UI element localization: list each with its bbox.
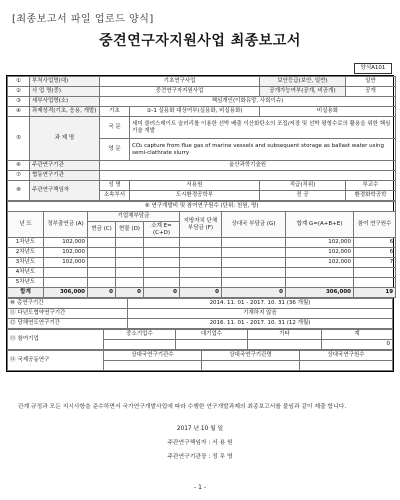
disclosure-value: 공개 [346, 87, 396, 97]
participants-sum-value: 0 [322, 340, 393, 350]
budget-row: 5차년도 [8, 278, 396, 288]
cash-header: 현금 (C) [88, 222, 116, 238]
row-marker: ⑧ [8, 181, 30, 201]
name-label: 성 명 [100, 181, 130, 191]
signature-pi: 주관연구책임자 : 서 용 원 [167, 440, 233, 446]
row-marker: ⑤ [8, 117, 30, 161]
row-marker: ① [8, 77, 30, 87]
staff-header: 참여 연구원수 [354, 212, 396, 238]
gov-header: 정부출연금 (A) [44, 212, 88, 238]
intl-count-value [104, 361, 202, 371]
budget-total-row: 합계 306,000 0 0 0 0 0 306,000 19 [8, 288, 396, 298]
year-header: 년 도 [8, 212, 44, 238]
row-marker: ④ [8, 107, 30, 117]
large-label: 대기업수 [176, 330, 248, 340]
subprogram-value: 핵심개인(이화유망, 사회이슈) [100, 97, 396, 107]
intl-label: ⑭ 국제공동연구 [8, 351, 104, 371]
security-label: 보안등급(보안, 일반) [260, 77, 346, 87]
pi-label: 주관연구책임자 [30, 181, 100, 201]
etc-value [248, 340, 322, 350]
sign-date: 2017 년 10 월 일 [176, 426, 224, 432]
budget-table [7, 201, 396, 298]
intl-count-label: 상대국연구기관수 [104, 351, 202, 361]
major-value: 환경화학공학 [346, 191, 396, 201]
coop-org-value [100, 171, 396, 181]
intl-name-value [202, 361, 300, 371]
private-header: 기업체부담금 [88, 212, 180, 222]
tasktype-label: 과제성격(기초, 응용, 개발) [30, 107, 100, 117]
participants-label: ⑬ 참여기업 [8, 330, 104, 350]
tasktype-value: 기초 [100, 107, 130, 117]
budget-row: 3차년도 102,000 102,000 7 [8, 258, 396, 268]
year-period-label: ⑫ 당해연도연구기간 [8, 319, 128, 329]
stage-period-value: 기재하지 않음 [128, 309, 393, 319]
intl-table [7, 350, 393, 371]
budget-row: 1차년도 102,000 102,000 6 [8, 238, 396, 248]
upload-form-note: [최종보고서 파일 업로드 양식] [12, 14, 154, 25]
etc-label: 기타 [248, 330, 322, 340]
budget-section-title: ⑨ 연구개발비 및 참여연구원수 (단위: 천원, 명) [8, 202, 396, 212]
participants-table [7, 329, 393, 350]
sme-label: 중소기업수 [104, 330, 176, 340]
project-info-table [7, 76, 396, 201]
subprogram-label: 세부사업명(소) [30, 97, 100, 107]
program-value: 중견연구자지원사업 [100, 87, 260, 97]
signature-head: 주관연구기관장 : 정 무 영 [167, 454, 233, 460]
intl-staff-label: 상대국연구원수 [300, 351, 393, 361]
report-form [6, 75, 394, 372]
position-value: 부교수 [346, 181, 396, 191]
other-header: 상대국 부담금 (G) [222, 212, 286, 238]
dept-label: 부처사업명(대) [30, 77, 100, 87]
budget-row: 2차년도 102,000 102,000 6 [8, 248, 396, 258]
year-period-value: 2016. 11. 01 - 2017. 10. 31 (12 개월) [128, 319, 393, 329]
disclosure-label: 공개가능여부(공개, 비공개) [260, 87, 346, 97]
korean-title-label: 국 문 [100, 117, 130, 139]
task-title-label: 과 제 명 [30, 117, 100, 161]
total-header: 합계 G=(A+B+E) [286, 212, 354, 238]
english-title-label: 영 문 [100, 139, 130, 161]
row-marker: ② [8, 87, 30, 97]
sum-label: 계 [322, 330, 393, 340]
english-title-value: CO₂ capture from flue gas of marine vessels and subsequent storage as ballast water using semi-clathrate slurry [130, 139, 396, 161]
demo-value: 비실용화 [260, 107, 396, 117]
form-code-badge: 양식A101 [354, 63, 392, 74]
intl-staff-value [300, 361, 393, 371]
lead-org-label: 주관연구기관 [30, 161, 100, 171]
lead-org-value: 울산과학기술원 [100, 161, 396, 171]
page-number: - 1 - [194, 484, 206, 491]
pledge-text: 관계 규정과 모든 지시사항을 준수하면서 국가연구개발사업에 따라 수행한 연구개발과제의 최종보고서를 붙임과 같이 제출 합니다. [18, 404, 347, 410]
total-period-label: ⑩ 총연구기간 [8, 299, 128, 309]
coop-org-label: 협동연구기관 [30, 171, 100, 181]
total-period-value: 2014. 11. 01 - 2017. 10. 31 (36 개월) [128, 299, 393, 309]
period-table [7, 298, 393, 329]
demo-label: ①-1 실용화 대상여부(실용화, 비실용화) [130, 107, 260, 117]
inkind-header: 현물 (D) [116, 222, 144, 238]
row-marker: ⑥ [8, 161, 30, 171]
subtotal-header: 소계 E=(C+D) [144, 222, 180, 238]
row-marker: ③ [8, 97, 30, 107]
large-value [176, 340, 248, 350]
budget-row: 4차년도 [8, 268, 396, 278]
affil-value: 도시환경공학부 [130, 191, 260, 201]
row-marker: ⑦ [8, 171, 30, 181]
affil-label: 소속부서 [100, 191, 130, 201]
korean-title-value: 세미 클러스레이트 슬러리를 이용한 선박 배출 이산화탄소의 포집/저장 및 선박 평형수로의 활용을 위한 핵심 기술 개발 [130, 117, 396, 139]
security-value: 일반 [346, 77, 396, 87]
name-value: 서용원 [130, 181, 260, 191]
intl-name-label: 상대국연구기관명 [202, 351, 300, 361]
localgov-header: 지방자치 단체부담금 (F) [180, 212, 222, 238]
major-label: 전 공 [260, 191, 346, 201]
program-label: 사 업 명(중) [30, 87, 100, 97]
dept-value: 기초연구사업 [100, 77, 260, 87]
stage-period-label: ⑪ 다년도협약연구기간 [8, 309, 128, 319]
sme-value [104, 340, 176, 350]
report-title: 중견연구자지원사업 최종보고서 [99, 33, 301, 49]
position-label: 직급(직위) [260, 181, 346, 191]
